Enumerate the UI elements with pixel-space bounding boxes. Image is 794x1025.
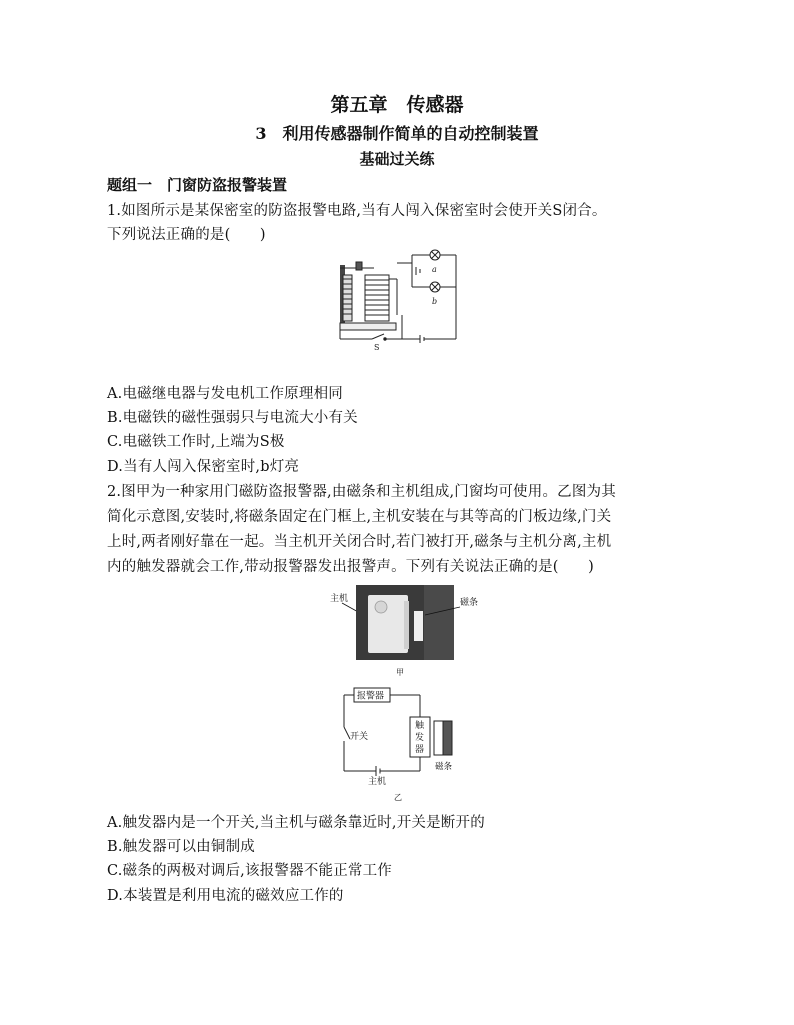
q2-option-c: C.磁条的两极对调后,该报警器不能正常工作 [107,863,392,879]
q1-option-d: D.当有人闯入保密室时,b灯亮 [107,459,300,475]
lamp-a-label: a [432,265,437,274]
q2-stem-line2: 简化示意图,安装时,将磁条固定在门框上,主机安装在与其等高的门板边缘,门关 [107,509,612,525]
magnet-bar-label: 磁条 [435,762,453,772]
lesson-title: 3 利用传感器制作简单的自动控制装置 [255,124,539,143]
trigger-char-2: 发 [415,733,425,743]
trigger-char-3: 器 [415,745,425,755]
host-circuit-label: 主机 [368,777,387,787]
q1-stem-line1: 1.如图所示是某保密室的防盗报警电路,当有人闯入保密室时会使开关S闭合。 [107,203,607,219]
trigger-char-1: 触 [415,721,425,731]
relay-circuit-figure [332,243,462,353]
q1-option-c: C.电磁铁工作时,上端为S极 [107,434,285,450]
photo-caption: 甲 [396,668,404,677]
lamp-b-label: b [432,297,438,306]
magnet-label: 磁条 [460,598,479,608]
q2-option-a: A.触发器内是一个开关,当主机与磁条靠近时,开关是断开的 [107,815,485,831]
q1-stem-line2: 下列说法正确的是( ) [107,227,266,243]
switch-s-label: S [374,343,380,352]
q1-option-a: A.电磁继电器与发电机工作原理相同 [107,386,343,402]
circuit-caption: 乙 [394,793,402,802]
host-label: 主机 [330,594,349,604]
q2-stem-line4: 内的触发器就会工作,带动报警器发出报警声。下列有关说法正确的是( ) [107,559,594,575]
q2-option-d: D.本装置是利用电流的磁效应工作的 [107,888,344,904]
alarm-box-label: 报警器 [357,691,385,702]
group-title: 题组一 门窗防盗报警装置 [107,176,288,194]
q2-stem-line1: 2.图甲为一种家用门磁防盗报警器,由磁条和主机组成,门窗均可使用。乙图为其 [107,484,616,500]
switch-label: 开关 [350,732,369,742]
q2-option-b: B.触发器可以由铜制成 [107,839,255,855]
trigger-circuit-figure [336,683,476,805]
alarm-photo-figure [320,585,490,677]
q2-stem-line3: 上时,两者刚好靠在一起。当主机开关闭合时,若门被打开,磁条与主机分离,主机 [107,534,612,550]
section-title: 基础过关练 [359,150,435,168]
chapter-title: 第五章 传感器 [330,94,464,116]
q1-option-b: B.电磁铁的磁性强弱只与电流大小有关 [107,410,358,426]
